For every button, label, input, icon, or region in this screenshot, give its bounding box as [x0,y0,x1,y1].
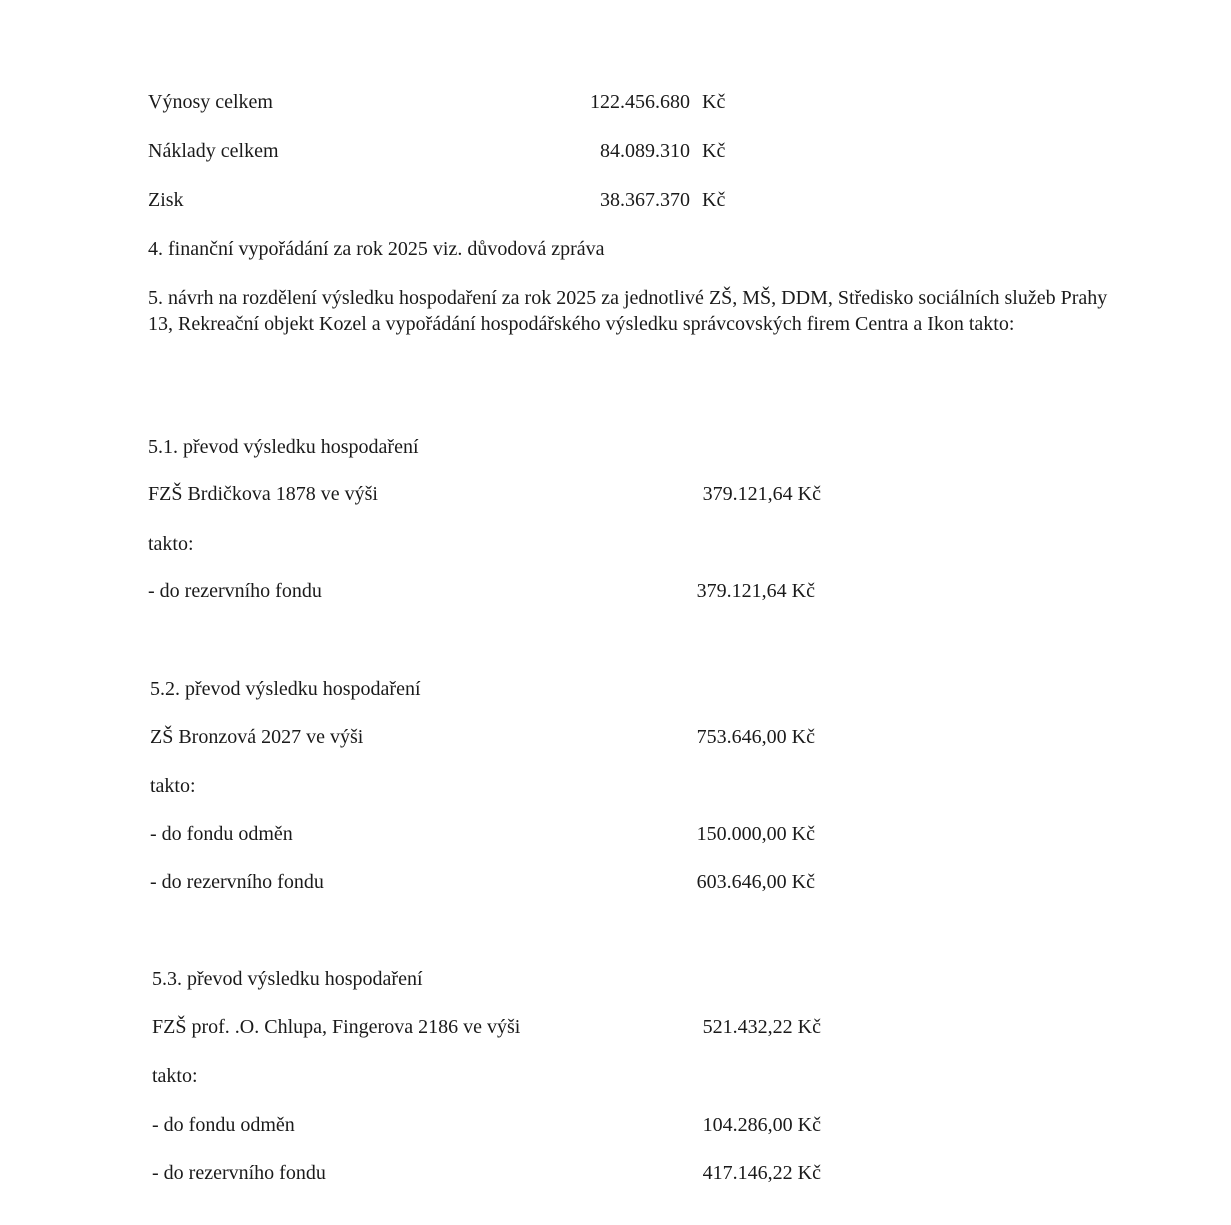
profit-value: 38.367.370 [600,189,690,211]
section-takto: takto: [152,1065,198,1087]
revenue-label: Výnosy celkem [148,91,273,113]
section-school: FZŠ prof. .O. Chlupa, Fingerova 2186 ve výši [152,1016,521,1038]
section-school: ZŠ Bronzová 2027 ve výši [150,726,364,748]
revenue-value: 122.456.680 [590,91,690,113]
allocation-label: - do rezervního fondu [150,871,324,893]
section-heading: 5.1. převod výsledku hospodaření [148,436,419,458]
section-school-amount: 379.121,64 Kč [702,483,821,505]
allocation-label: - do fondu odměn [150,823,293,845]
allocation-label: - do rezervního fondu [152,1162,326,1184]
allocation-amount: 417.146,22 Kč [702,1162,821,1184]
allocation-label: - do rezervního fondu [148,580,322,602]
costs-value: 84.089.310 [600,140,690,162]
profit-currency: Kč [702,189,726,211]
section-takto: takto: [148,533,194,555]
allocation-amount: 104.286,00 Kč [702,1114,821,1136]
costs-currency: Kč [702,140,726,162]
allocation-amount: 379.121,64 Kč [696,580,815,602]
section-school: FZŠ Brdičkova 1878 ve výši [148,483,378,505]
section-heading: 5.2. převod výsledku hospodaření [150,678,421,700]
revenue-currency: Kč [702,91,726,113]
section-school-amount: 753.646,00 Kč [696,726,815,748]
item-4-text: 4. finanční vypořádání za rok 2025 viz. důvodová zpráva [148,238,605,260]
allocation-amount: 150.000,00 Kč [696,823,815,845]
section-heading: 5.3. převod výsledku hospodaření [152,968,423,990]
allocation-label: - do fondu odměn [152,1114,295,1136]
profit-label: Zisk [148,189,184,211]
section-school-amount: 521.432,22 Kč [702,1016,821,1038]
item-5-paragraph: 5. návrh na rozdělení výsledku hospodaření za rok 2025 za jednotlivé ZŠ, MŠ, DDM, Středisko sociálních služeb Prahy 13, Rekreační objekt Kozel a vypořádání hospodářského výsledku správcovských firem Centra a Ikon takto: [148,287,1108,335]
section-takto: takto: [150,775,196,797]
allocation-amount: 603.646,00 Kč [696,871,815,893]
costs-label: Náklady celkem [148,140,279,162]
